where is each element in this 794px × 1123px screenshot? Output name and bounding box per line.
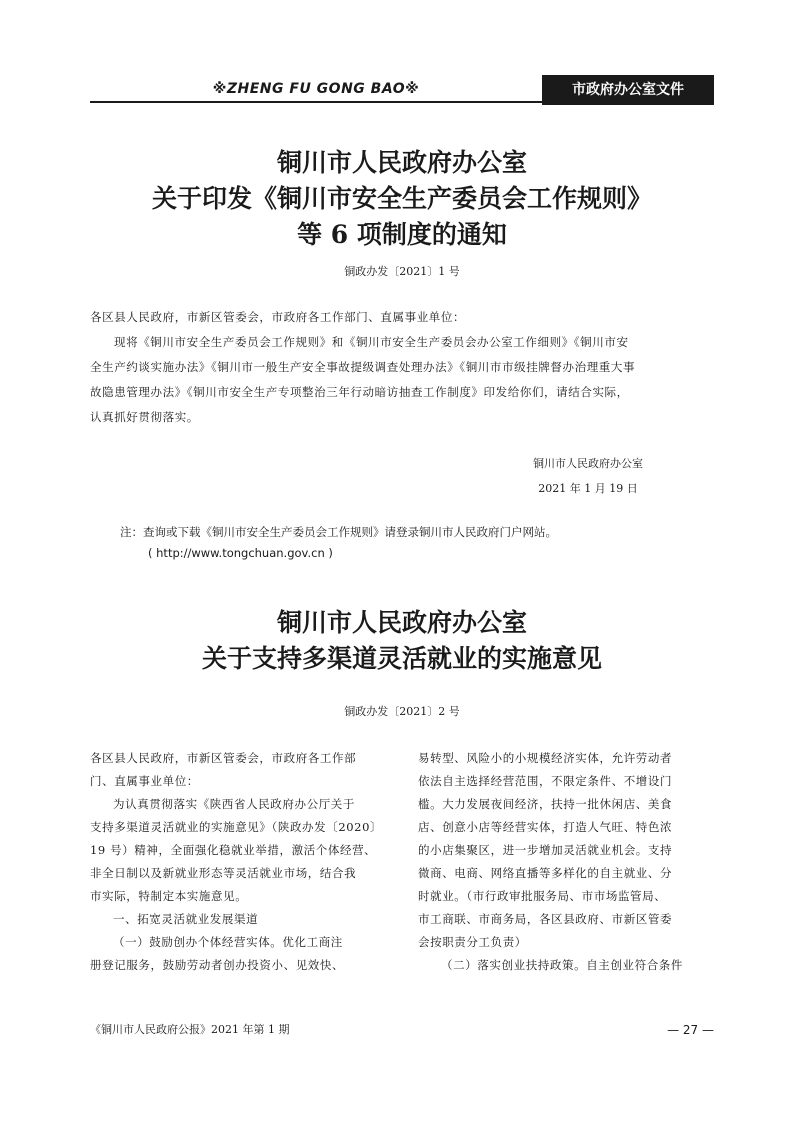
doc2-left-line-2: 门、直属事业单位： <box>90 774 199 788</box>
doc2-right-column <box>418 747 722 977</box>
doc2-right-line-8: 市工商联、市商务局，各区县政府、市新区管委 <box>418 912 673 926</box>
doc2-left-column <box>90 747 394 977</box>
doc1-title-line-3: 等 6 项制度的通知 <box>297 220 507 249</box>
doc2-left-line-1: 各区县人民政府，市新区管委会，市政府各工作部 <box>90 751 357 765</box>
doc1-title-line-1: 铜川市人民政府办公室 <box>276 148 527 177</box>
doc1-signature: 铜川市人民政府办公室 <box>533 457 643 470</box>
doc2-section-heading-1: 一、拓宽灵活就业发展渠道 <box>113 912 259 926</box>
doc1-body-line-2: 全生产约谈实施办法》《铜川市一般生产安全事故提级调查处理办法》《铜川市市级挂牌督办治理重大事 <box>90 360 636 374</box>
doc1-title-line-2: 关于印发《铜川市安全生产委员会工作规则》 <box>151 184 652 213</box>
doc2-right-line-7: 时就业。（市行政审批服务局、市市场监管局、 <box>418 889 667 903</box>
doc1-note-link[interactable]: ( http://www.tongchuan.gov.cn ) <box>148 546 333 560</box>
footer-page-number: — 27 — <box>667 1023 714 1037</box>
header-rule <box>90 101 542 103</box>
doc2-right-line-4: 店、创意小店等经营实体，打造人气旺、特色浓 <box>418 820 673 834</box>
doc1-body-line-3: 故隐患管理办法》《铜川市安全生产专项整治三年行动暗访抽查工作制度》印发给你们，请结合实际， <box>90 385 629 399</box>
doc2-left-line-10: 册登记服务，鼓励劳动者创办投资小、见效快、 <box>90 958 345 972</box>
doc2-right-line-6: 微商、电商、网络直播等多样化的自主就业、分 <box>418 866 673 880</box>
doc2-right-line-10: （二）落实创业扶持政策。自主创业符合条件 <box>441 958 683 972</box>
doc2-left-line-5: 19 号）精神，全面强化稳就业举措，激活个体经营、 <box>90 843 377 857</box>
doc2-right-line-5: 的小店集聚区，进一步增加灵活就业机会。支持 <box>418 843 673 857</box>
doc2-right-line-2: 依法自主选择经营范围，不限定条件、不增设门 <box>418 774 673 788</box>
doc2-right-line-3: 槛。大力发展夜间经济，扶持一批休闲店、美食 <box>418 797 673 811</box>
doc2-document-number: 铜政办发〔2021〕2 号 <box>344 705 460 718</box>
doc1-body-line-1: 现将《铜川市安全生产委员会工作规则》和《铜川市安全生产委员会办公室工作细则》《铜川市安 <box>114 335 629 349</box>
doc2-title-line-2: 关于支持多渠道灵活就业的实施意见 <box>201 644 602 673</box>
doc1-addressee: 各区县人民政府，市新区管委会，市政府各工作部门、直属事业单位： <box>90 310 466 324</box>
header-journal-title: ※ZHENG FU GONG BAO※ <box>212 81 420 97</box>
doc2-right-line-1: 易转型、风险小的小规模经济实体，允许劳动者 <box>418 751 673 765</box>
doc2-left-line-6: 非全日制以及新就业形态等灵活就业市场，结合我 <box>90 866 357 880</box>
doc2-left-line-9: （一）鼓励创办个体经营实体。优化工商注 <box>113 935 343 949</box>
doc1-body-line-4: 认真抓好贯彻落实。 <box>90 410 199 424</box>
header-section-label: 市政府办公室文件 <box>542 75 714 105</box>
doc1-document-number: 铜政办发〔2021〕1 号 <box>344 265 460 278</box>
doc1-note-line-1: 注：查询或下载《铜川市安全生产委员会工作规则》请登录铜川市人民政府门户网站。 <box>120 525 557 539</box>
doc2-right-line-9: 会按职责分工负责） <box>418 935 527 949</box>
doc2-left-line-7: 市实际，特制定本实施意见。 <box>90 889 248 903</box>
doc2-left-line-4: 支持多渠道灵活就业的实施意见》（陕政办发〔2020〕 <box>90 820 383 834</box>
doc1-date: 2021 年 1 月 19 日 <box>538 482 638 495</box>
doc2-title-line-1: 铜川市人民政府办公室 <box>276 608 527 637</box>
footer-publication: 《铜川市人民政府公报》2021 年第 1 期 <box>90 1023 290 1036</box>
doc2-left-line-3: 为认真贯彻落实《陕西省人民政府办公厅关于 <box>113 797 355 811</box>
